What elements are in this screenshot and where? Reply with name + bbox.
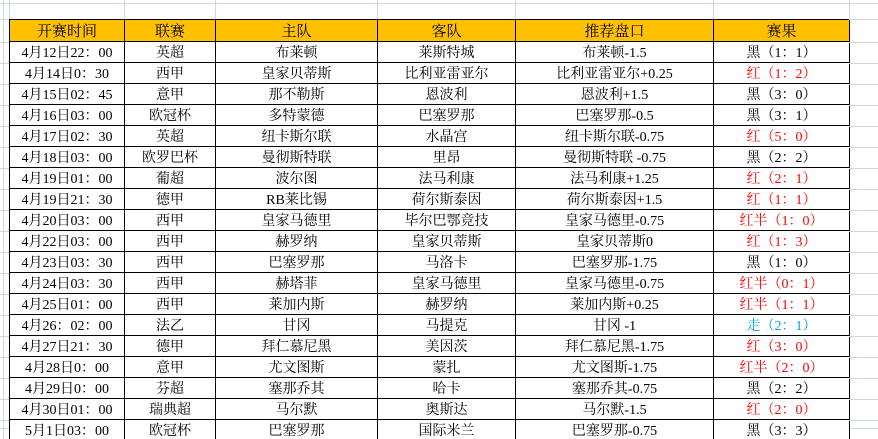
gridline-stub [849,420,878,421]
gridline-stub [849,357,878,358]
gridline-stub [0,84,9,85]
gridline-stub [0,126,9,127]
cell-handicap[interactable]: 莱加内斯+0.25 [516,294,714,315]
match-row [10,231,850,252]
col-header-kickoff-time[interactable]: 开赛时间 [10,20,125,42]
cell-home-team[interactable]: 马尔默 [216,399,378,420]
cell-away-team[interactable]: 奥斯达 [378,399,516,420]
match-row [10,420,850,439]
cell-kickoff-time[interactable]: 4月23日03：30 [10,252,125,273]
cell-kickoff-time[interactable]: 4月14日0：30 [10,63,125,84]
col-header-away-team[interactable]: 客队 [378,20,516,42]
cell-result[interactable]: 黑（1：1） [714,42,850,63]
gridline-stub [849,105,878,106]
col-header-home-team[interactable]: 主队 [216,20,378,42]
cell-result[interactable]: 红（1：1） [714,189,850,210]
cell-away-team[interactable]: 蒙扎 [378,357,516,378]
cell-league[interactable]: 西甲 [125,63,216,84]
cell-kickoff-time[interactable]: 4月26：02：00 [10,315,125,336]
cell-league[interactable]: 欧冠杯 [125,105,216,126]
cell-home-team[interactable]: 拜仁慕尼黑 [216,336,378,357]
match-row [10,126,850,147]
cell-kickoff-time[interactable]: 4月30日01：00 [10,399,125,420]
gridline-stub [0,231,9,232]
gridline-stub [849,273,878,274]
gridline-stub [849,19,878,20]
gridline-stub [0,19,9,20]
cell-away-team[interactable]: 毕尔巴鄂竞技 [378,210,516,231]
cell-handicap[interactable]: 皇家马德里-0.75 [516,210,714,231]
cell-home-team[interactable]: 尤文图斯 [216,357,378,378]
match-row [10,378,850,399]
cell-home-team[interactable]: 曼彻斯特联 [216,147,378,168]
cell-league[interactable]: 欧冠杯 [125,420,216,439]
match-row [10,336,850,357]
cell-home-team[interactable]: RB莱比锡 [216,189,378,210]
cell-result[interactable]: 黑（2：2） [714,378,850,399]
cell-handicap[interactable]: 荷尔斯泰因+1.5 [516,189,714,210]
matches-table [9,19,850,439]
gridline-stub [0,42,9,43]
gridline-stub [0,399,9,400]
cell-result[interactable]: 走（2：1） [714,315,850,336]
cell-league[interactable]: 英超 [125,42,216,63]
cell-kickoff-time[interactable]: 4月25日01：00 [10,294,125,315]
cell-league[interactable]: 德甲 [125,336,216,357]
cell-kickoff-time[interactable]: 5月1日03：00 [10,420,125,439]
table-body [10,42,850,439]
match-row [10,168,850,189]
match-row [10,210,850,231]
cell-kickoff-time[interactable]: 4月16日03：00 [10,105,125,126]
cell-away-team[interactable]: 皇家贝蒂斯 [378,231,516,252]
cell-league[interactable]: 西甲 [125,294,216,315]
gridline-stub [0,336,9,337]
cell-away-team[interactable]: 皇家马德里 [378,273,516,294]
gridline-stub [0,105,9,106]
cell-kickoff-time[interactable]: 4月28日0：00 [10,357,125,378]
match-row [10,399,850,420]
cell-away-team[interactable]: 法马利康 [378,168,516,189]
cell-home-team[interactable]: 那不勒斯 [216,84,378,105]
cell-kickoff-time[interactable]: 4月27日21：30 [10,336,125,357]
cell-away-team[interactable]: 马洛卡 [378,252,516,273]
cell-kickoff-time[interactable]: 4月19日21：30 [10,189,125,210]
cell-league[interactable]: 德甲 [125,189,216,210]
cell-league[interactable]: 西甲 [125,210,216,231]
gridline-stub [0,168,9,169]
match-row [10,315,850,336]
gridline-stub [849,399,878,400]
cell-handicap[interactable]: 纽卡斯尔联-0.75 [516,126,714,147]
gridline-stub [849,42,878,43]
gridline-stub [849,126,878,127]
cell-result[interactable]: 红（2：0） [714,399,850,420]
cell-league[interactable]: 西甲 [125,231,216,252]
cell-away-team[interactable]: 美因茨 [378,336,516,357]
match-row [10,273,850,294]
gridline-stub [0,315,9,316]
col-header-recommended-handicap[interactable]: 推荐盘口 [516,20,714,42]
gridline-vertical [3,0,4,439]
gridline-stub [0,252,9,253]
gridline-stub [0,378,9,379]
cell-league[interactable]: 意甲 [125,357,216,378]
cell-home-team[interactable]: 赫塔菲 [216,273,378,294]
cell-kickoff-time[interactable]: 4月20日03：00 [10,210,125,231]
cell-result[interactable]: 红（2：1） [714,168,850,189]
cell-kickoff-time[interactable]: 4月29日0：00 [10,378,125,399]
cell-kickoff-time[interactable]: 4月19日01：00 [10,168,125,189]
cell-handicap[interactable]: 法马利康+1.25 [516,168,714,189]
cell-result[interactable]: 红（3：0） [714,336,850,357]
gridline-horizontal [0,3,878,4]
cell-handicap[interactable]: 皇家马德里-0.75 [516,273,714,294]
cell-handicap[interactable]: 恩波利+1.5 [516,84,714,105]
cell-away-team[interactable]: 里昂 [378,147,516,168]
cell-kickoff-time[interactable]: 4月15日02：45 [10,84,125,105]
gridline-stub [849,63,878,64]
cell-home-team[interactable]: 波尔图 [216,168,378,189]
gridline-stub [849,294,878,295]
cell-away-team[interactable]: 恩波利 [378,84,516,105]
cell-handicap[interactable]: 甘冈 -1 [516,315,714,336]
cell-league[interactable]: 欧罗巴杯 [125,147,216,168]
cell-league[interactable]: 瑞典超 [125,399,216,420]
gridline-stub [849,189,878,190]
cell-kickoff-time[interactable]: 4月18日03：00 [10,147,125,168]
cell-handicap[interactable]: 比利亚雷亚尔+0.25 [516,63,714,84]
gridline-stub [849,231,878,232]
cell-league[interactable]: 英超 [125,126,216,147]
gridline-stub [849,147,878,148]
gridline-stub [849,168,878,169]
cell-league[interactable]: 意甲 [125,84,216,105]
cell-handicap[interactable]: 皇家贝蒂斯0 [516,231,714,252]
cell-handicap[interactable]: 塞那乔其-0.75 [516,378,714,399]
match-row [10,252,850,273]
cell-result[interactable]: 红（1：2） [714,63,850,84]
gridline-stub [0,273,9,274]
cell-handicap[interactable]: 巴塞罗那-1.75 [516,252,714,273]
cell-handicap[interactable]: 巴塞罗那-0.75 [516,420,714,439]
gridline-stub [0,210,9,211]
cell-home-team[interactable]: 布莱顿 [216,42,378,63]
cell-handicap[interactable]: 曼彻斯特联 -0.75 [516,147,714,168]
cell-result[interactable]: 黑（1：0） [714,252,850,273]
cell-home-team[interactable]: 皇家贝蒂斯 [216,63,378,84]
cell-result[interactable]: 红（1：3） [714,231,850,252]
gridline-stub [0,189,9,190]
cell-league[interactable]: 西甲 [125,273,216,294]
cell-result[interactable]: 红半（2：0） [714,357,850,378]
cell-home-team[interactable]: 多特蒙德 [216,105,378,126]
cell-result[interactable]: 红半（0：1） [714,273,850,294]
cell-result[interactable]: 黑（2：2） [714,147,850,168]
cell-kickoff-time[interactable]: 4月24日03：30 [10,273,125,294]
gridline-stub [849,84,878,85]
match-row [10,294,850,315]
cell-away-team[interactable]: 马提克 [378,315,516,336]
gridline-stub [849,210,878,211]
col-header-result[interactable]: 赛果 [714,20,850,42]
cell-away-team[interactable]: 哈卡 [378,378,516,399]
cell-home-team[interactable]: 甘冈 [216,315,378,336]
cell-home-team[interactable]: 赫罗纳 [216,231,378,252]
match-row [10,84,850,105]
match-row [10,42,850,63]
cell-result[interactable]: 黑（3：0） [714,84,850,105]
gridline-stub [0,357,9,358]
gridline-stub [0,63,9,64]
cell-league[interactable]: 葡超 [125,168,216,189]
match-row [10,63,850,84]
cell-result[interactable]: 红半（1：1） [714,294,850,315]
cell-handicap[interactable]: 布莱顿-1.5 [516,42,714,63]
cell-handicap[interactable]: 拜仁慕尼黑-1.75 [516,336,714,357]
gridline-stub [849,378,878,379]
match-row [10,147,850,168]
gridline-stub [849,252,878,253]
header-row [10,20,850,42]
cell-away-team[interactable]: 荷尔斯泰因 [378,189,516,210]
cell-home-team[interactable]: 巴塞罗那 [216,252,378,273]
gridline-stub [849,336,878,337]
cell-result[interactable]: 红半（1：0） [714,210,850,231]
gridline-stub [0,294,9,295]
col-header-league[interactable]: 联赛 [125,20,216,42]
cell-handicap[interactable]: 尤文图斯-1.75 [516,357,714,378]
cell-home-team[interactable]: 莱加内斯 [216,294,378,315]
gridline-stub [0,147,9,148]
cell-result[interactable]: 红（5：0） [714,126,850,147]
cell-home-team[interactable]: 塞那乔其 [216,378,378,399]
cell-away-team[interactable]: 赫罗纳 [378,294,516,315]
gridline-stub [849,315,878,316]
cell-home-team[interactable]: 皇家马德里 [216,210,378,231]
match-row [10,189,850,210]
cell-home-team[interactable]: 纽卡斯尔联 [216,126,378,147]
gridline-stub [0,420,9,421]
cell-league[interactable]: 西甲 [125,252,216,273]
cell-handicap[interactable]: 马尔默-1.5 [516,399,714,420]
cell-league[interactable]: 芬超 [125,378,216,399]
cell-away-team[interactable]: 巴塞罗那 [378,105,516,126]
cell-league[interactable]: 法乙 [125,315,216,336]
match-row [10,105,850,126]
cell-handicap[interactable]: 巴塞罗那-0.5 [516,105,714,126]
cell-away-team[interactable]: 国际米兰 [378,420,516,439]
cell-kickoff-time[interactable]: 4月12日22：00 [10,42,125,63]
cell-away-team[interactable]: 比利亚雷亚尔 [378,63,516,84]
cell-result[interactable]: 黑（3：1） [714,105,850,126]
match-row [10,357,850,378]
cell-away-team[interactable]: 水晶宫 [378,126,516,147]
cell-kickoff-time[interactable]: 4月22日03：00 [10,231,125,252]
cell-away-team[interactable]: 莱斯特城 [378,42,516,63]
cell-home-team[interactable]: 巴塞罗那 [216,420,378,439]
cell-kickoff-time[interactable]: 4月17日02：30 [10,126,125,147]
cell-result[interactable]: 黑（3：3） [714,420,850,439]
